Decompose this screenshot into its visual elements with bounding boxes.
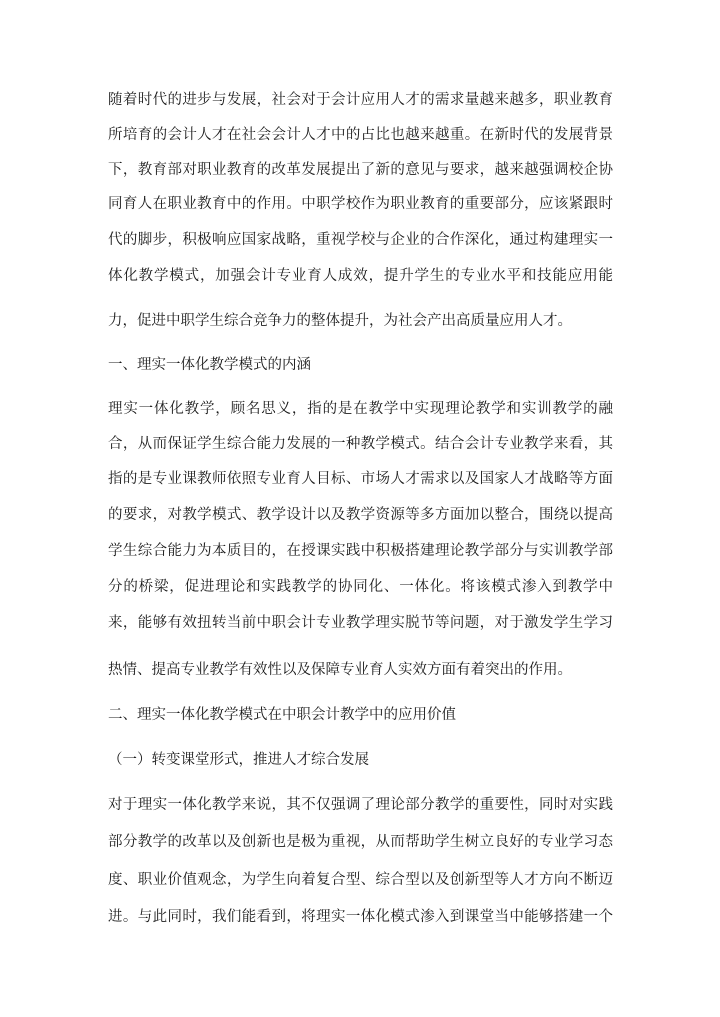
paragraph-2-line-2: 合，从而保证学生综合能力发展的一种教学模式。结合会计专业教学来看，其 [108, 436, 613, 452]
paragraph-3-line-1: 对于理实一体化教学来说，其不仅强调了理论部分教学的重要性，同时对实践 [108, 797, 613, 813]
paragraph-2-line-6: 分的桥梁，促进理论和实践教学的协同化、一体化。将该模式渗入到教学中 [108, 579, 613, 595]
paragraph-1-line-5: 代的脚步，积极响应国家战略，重视学校与企业的合作深化，通过构建理实一 [108, 232, 613, 248]
paragraph-3-line-3: 度、职业价值观念，为学生向着复合型、综合型以及创新型等人才方向不断迈 [108, 872, 613, 888]
paragraph-2-line-8: 热情、提高专业教学有效性以及保障专业育人实效方面有着突出的作用。 [108, 662, 572, 678]
paragraph-2-line-3: 指的是专业课教师依照专业育人目标、市场人才需求以及国家人才战略等方面 [108, 471, 613, 487]
section-heading-2: 二、理实一体化教学模式在中职会计教学中的应用价值 [108, 707, 456, 723]
paragraph-2-line-4: 的要求，对教学模式、教学设计以及教学资源等多方面加以整合，围绕以提高 [108, 507, 613, 523]
paragraph-2-line-1: 理实一体化教学，顾名思义，指的是在教学中实现理论教学和实训教学的融 [108, 401, 613, 417]
paragraph-2-line-7: 来，能够有效扭转当前中职会计专业教学理实脱节等问题，对于激发学生学习 [108, 615, 613, 631]
paragraph-1-line-2: 所培育的会计人才在社会会计人才中的占比也越来越重。在新时代的发展背景 [108, 127, 613, 143]
paragraph-3-line-2: 部分教学的改革以及创新也是极为重视，从而帮助学生树立良好的专业学习态 [108, 834, 613, 850]
paragraph-2-line-5: 学生综合能力为本质目的，在授课实践中积极搭建理论教学部分与实训教学部 [108, 543, 613, 559]
paragraph-1-line-4: 同育人在职业教育中的作用。中职学校作为职业教育的重要部分，应该紧跟时 [108, 196, 613, 212]
paragraph-1-line-6: 体化教学模式，加强会计专业育人成效，提升学生的专业水平和技能应用能 [108, 268, 613, 284]
paragraph-3-line-4: 进。与此同时，我们能看到，将理实一体化模式渗入到课堂当中能够搭建一个 [108, 909, 613, 925]
paragraph-1-line-3: 下，教育部对职业教育的改革发展提出了新的意见与要求，越来越强调校企协 [108, 162, 613, 178]
subsection-heading-2-1: （一）转变课堂形式，推进人才综合发展 [108, 752, 369, 768]
paragraph-1-line-1: 随着时代的进步与发展，社会对于会计应用人才的需求量越来越多，职业教育 [108, 92, 613, 108]
paragraph-1-line-7: 力，促进中职学生综合竞争力的整体提升，为社会产出高质量应用人才。 [108, 313, 572, 329]
section-heading-1: 一、理实一体化教学模式的内涵 [108, 357, 311, 373]
